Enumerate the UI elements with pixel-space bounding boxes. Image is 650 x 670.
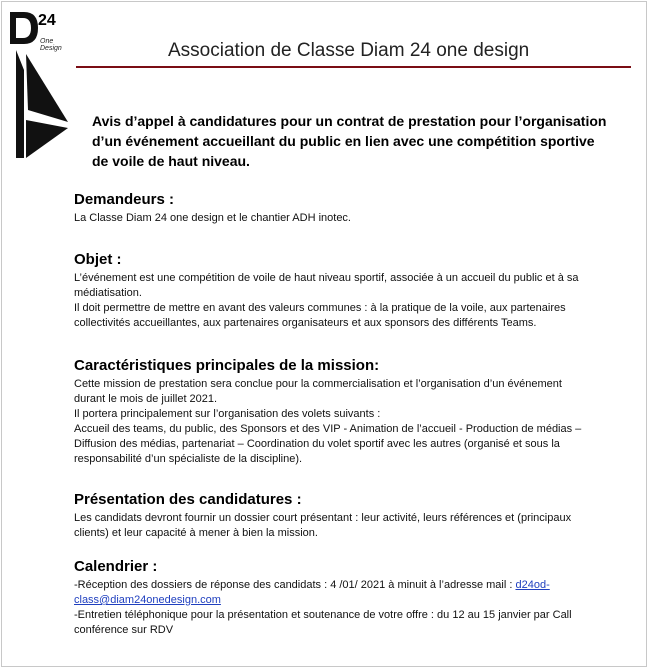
logo-subtitle <box>40 38 62 52</box>
calendar-reception-text: -Réception des dossiers de réponse des candidats : 4 /01/ 2021 à minuit à l’adresse mail : <box>74 579 516 591</box>
association-title: Association de Classe Diam 24 one design <box>168 40 530 61</box>
section-presentation <box>74 490 634 541</box>
logo-sub-line1: One <box>40 38 54 45</box>
section-text: responsabilité d’un spécialiste de la discipline). <box>74 453 303 465</box>
section-text: Diffusion des médias, partenariat – Coordination du volet sportif avec les autres (organisé et sous la <box>74 438 560 450</box>
notice-title-line: Avis d’appel à candidatures pour un contrat de prestation pour l’organisation <box>92 113 607 129</box>
logo-number: 24 <box>38 12 56 29</box>
notice-title <box>92 111 632 171</box>
section-text: médiatisation. <box>74 287 142 299</box>
section-text: durant le mois de juillet 2021. <box>74 393 218 405</box>
diam24-logo-mark <box>8 10 70 160</box>
section-text: -Entretien téléphonique pour la présentation et soutenance de votre offre : du 12 au 15 janvier par Call <box>74 609 572 621</box>
section-heading: Caractéristiques principales de la mission: <box>74 357 380 374</box>
section-text: Il portera principalement sur l’organisation des volets suivants : <box>74 408 381 420</box>
section-heading: Demandeurs : <box>74 191 175 208</box>
section-caracteristiques <box>74 356 634 467</box>
section-text: L’événement est une compétition de voile de haut niveau sportif, associée à un accueil du public et à sa <box>74 272 579 284</box>
section-text: conférence sur RDV <box>74 624 174 636</box>
section-text: Il doit permettre de mettre en avant des valeurs communes : à la pratique de la voile, aux partenaires <box>74 302 566 314</box>
section-text <box>74 578 634 593</box>
section-calendrier <box>74 557 634 638</box>
section-text <box>74 593 634 608</box>
section-text: collectivités accueillantes, aux partenaires organisateurs et aux sponsors des différents Teams. <box>74 317 537 329</box>
section-heading: Présentation des candidatures : <box>74 491 302 508</box>
section-text: La Classe Diam 24 one design et le chantier ADH inotec. <box>74 212 351 224</box>
notice-title-line: d’un événement accueillant du public en lien avec une compétition sportive <box>92 133 595 149</box>
section-text: Cette mission de prestation sera conclue pour la commercialisation et l’organisation d’un événement <box>74 378 562 390</box>
section-heading: Objet : <box>74 251 122 268</box>
email-link[interactable]: class@diam24onedesign.com <box>74 594 221 606</box>
section-text: Les candidats devront fournir un dossier court présentant : leur activité, leurs références et (principaux <box>74 512 572 524</box>
section-demandeurs <box>74 190 634 226</box>
section-text: Accueil des teams, du public, des Sponsors et des VIP - Animation de l’accueil - Production de médias – <box>74 423 582 435</box>
header-divider <box>76 66 631 68</box>
logo-sub-line2: Design <box>40 45 62 52</box>
notice-title-line: de voile de haut niveau. <box>92 153 250 169</box>
diam24-logo <box>8 10 70 160</box>
section-text: clients) et leur capacité à mener à bien la mission. <box>74 527 318 539</box>
email-link[interactable]: d24od- <box>515 579 550 591</box>
section-objet <box>74 250 634 331</box>
section-heading: Calendrier : <box>74 558 158 575</box>
